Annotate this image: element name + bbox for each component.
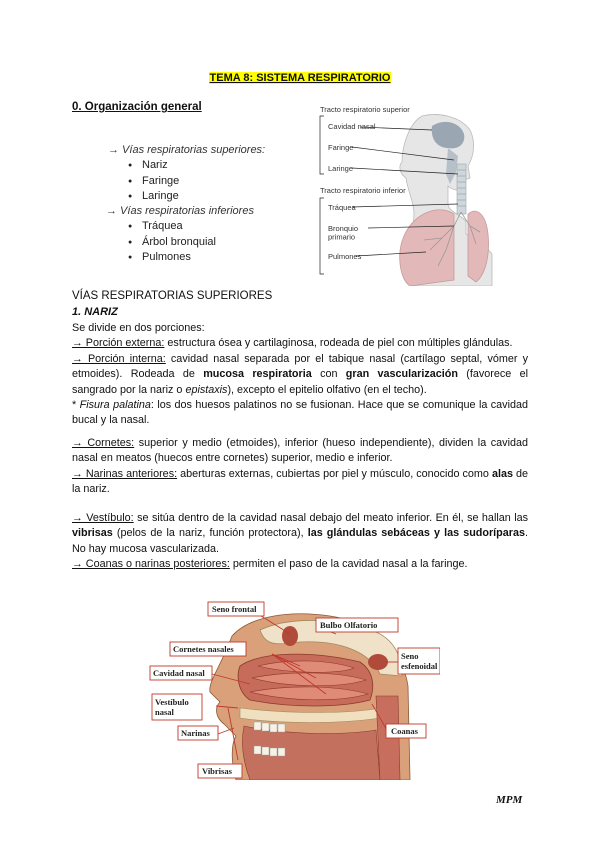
section-heading-organization: 0. Organización general (72, 101, 202, 113)
tract-label: Pulmones (328, 252, 362, 261)
outline-upper (108, 143, 265, 265)
anatomy-label: Vibrisas (202, 766, 232, 776)
anatomy-label: Seno frontal (212, 604, 257, 614)
tract-upper-title: Tracto respiratorio superior (320, 105, 410, 114)
paragraph-cornetes: → Cornetes: superior y medio (etmoides), inferior (hueso independiente), dividen la cavidad nasal en meatos (huecos entre cornetes) superior, medio e inferior. → Narinas anteriores: aberturas externas, cubiertas por piel y músculo, conocido como alas de la nariz. (72, 437, 528, 496)
anatomy-label: Seno esfenoidal (401, 651, 438, 671)
paragraph-porciones: Se divide en dos porciones: → Porción externa: estructura ósea y cartilaginosa, rodeada de piel con múltiples glándulas. → Porción interna: cavidad nasal separada por el tabique nasal (cartílago septal, vómer y etmoides). Rodeada de mucosa respiratoria con gran vascularización (favorece el sangrado por la nariz o epistaxis), excepto el epitelio olfativo (en el techo). * Fisura palatina: los dos huesos palatinos no se fusionan. Hace que se comunique la cavidad bucal y la nasal. (72, 322, 529, 427)
list-item: ● Laringe (128, 189, 265, 204)
nasal-anatomy-figure (140, 596, 440, 780)
tract-label: Cavidad nasal (328, 122, 376, 131)
subsection-heading-nariz: 1. NARIZ (72, 306, 118, 318)
anatomy-label: Coanas (391, 726, 418, 736)
anatomy-label: Bulbo Olfatorio (320, 620, 378, 630)
tract-lower-title: Tracto respiratorio inferior (320, 186, 406, 195)
outline-upper-header: → Vías respiratorias superiores: (108, 144, 266, 156)
list-item: ● Pulmones (128, 250, 265, 265)
tract-label: Laringe (328, 164, 354, 173)
section-heading-upper-airways: VÍAS RESPIRATORIAS SUPERIORES (72, 290, 273, 302)
anatomy-label: Vestíbulo nasal (155, 697, 189, 717)
anatomy-label: Cavidad nasal (153, 668, 205, 678)
tract-label: Faringe (328, 143, 354, 152)
list-item: ● Tráquea (128, 219, 265, 234)
list-item: ● Árbol bronquial (128, 235, 265, 250)
paragraph-vestibulo: → Vestíbulo: se sitúa dentro de la cavidad nasal debajo del meato inferior. En él, se hallan las vibrisas (pelos de la nariz, función protectora), las glándulas sebáceas y las sudoríparas. No hay mucosa vascularizada. → Coanas o narinas posteriores: permiten el paso de la cavidad nasal a la faringe. (72, 512, 528, 571)
tract-label: Tráquea (328, 203, 356, 212)
list-item: ● Faringe (128, 174, 265, 189)
list-item: ● Nariz (128, 158, 265, 173)
anatomy-label: Narinas (181, 728, 210, 738)
page-title: TEMA 8: SISTEMA RESPIRATORIO (209, 72, 391, 84)
outline-lower-header: → Vías respiratorias inferiores (106, 205, 254, 218)
anatomy-label: Cornetes nasales (173, 644, 234, 654)
footer-initials: MPM (496, 794, 523, 806)
tract-label: Bronquio primario (328, 224, 359, 242)
respiratory-tract-figure (314, 104, 498, 286)
